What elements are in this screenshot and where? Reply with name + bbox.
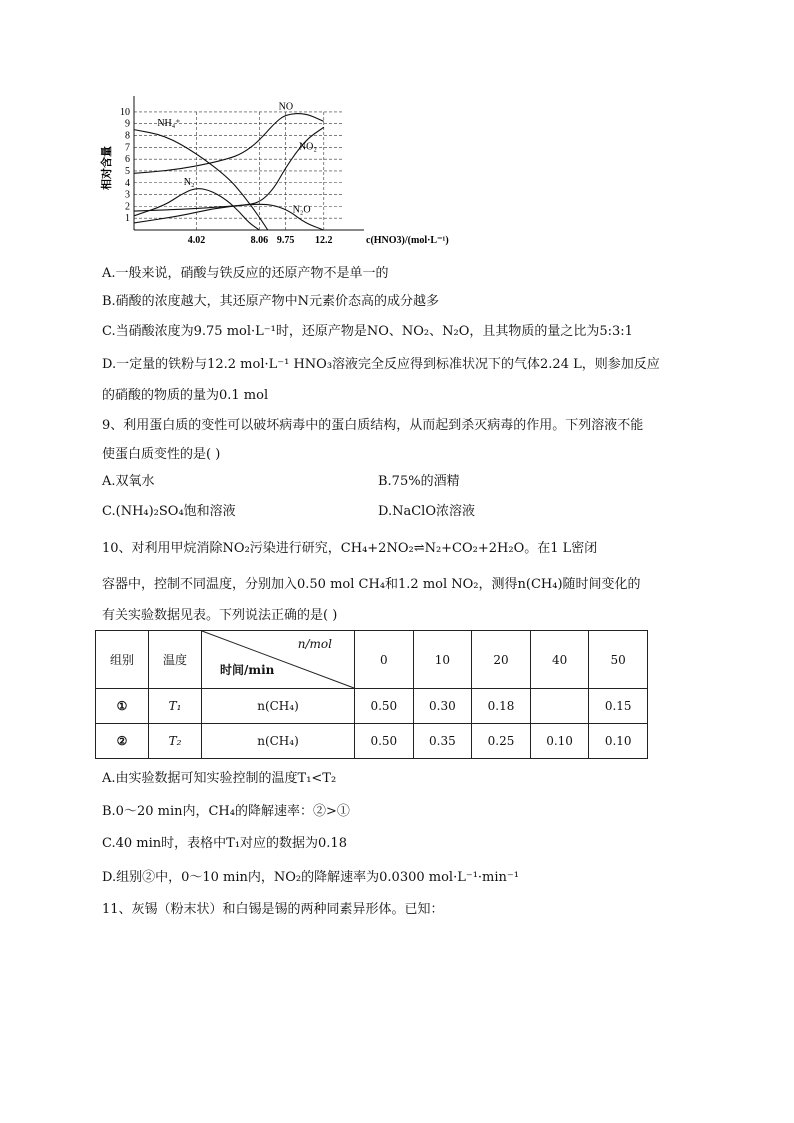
q11-stem: 11、灰锡（粉末状）和白锡是锡的两种同素异形体。已知： bbox=[102, 902, 444, 917]
q8-option-b: B.硝酸的浓度越大，其还原产物中N元素价态高的成分越多 bbox=[102, 294, 440, 309]
q10-stem-line3: 有关实验数据见表。下列说法正确的是( ) bbox=[102, 608, 338, 623]
q9-option-b: B.75%的酒精 bbox=[378, 474, 460, 489]
y-tick-label: 4 bbox=[125, 177, 130, 189]
header-time-50: 50 bbox=[589, 631, 648, 689]
y-tick-label: 3 bbox=[125, 189, 130, 201]
q8-option-d-line2: 的硝酸的物质的量为0.1 mol bbox=[102, 388, 269, 403]
y-tick-label: 5 bbox=[125, 165, 130, 177]
y-tick-label: 10 bbox=[120, 106, 130, 118]
y-tick-label: 6 bbox=[125, 154, 130, 166]
header-diagonal-cell bbox=[202, 631, 355, 689]
q8-option-a: A.一般来说，硝酸与铁反应的还原产物不是单一的 bbox=[102, 266, 389, 281]
row1-temp: T₁ bbox=[149, 689, 202, 724]
row1-v50: 0.15 bbox=[589, 689, 648, 724]
y-tick-label: 9 bbox=[125, 118, 130, 130]
x-tick-label: 4.02 bbox=[187, 235, 206, 246]
header-time-40: 40 bbox=[530, 631, 589, 689]
q10-option-b: B.0～20 min内，CH₄的降解速率：②>① bbox=[102, 804, 350, 819]
series-label-no: NO bbox=[278, 101, 294, 113]
q9-option-c: C.(NH₄)₂SO₄饱和溶液 bbox=[102, 504, 236, 519]
q8-option-d-line1: D.一定量的铁粉与12.2 mol·L⁻¹ HNO₃溶液完全反应得到标准状况下的气体2.24 L，则参加反应 bbox=[102, 357, 660, 372]
row2-v50: 0.10 bbox=[589, 724, 648, 759]
q9-option-a: A.双氧水 bbox=[102, 474, 155, 489]
header-time-10: 10 bbox=[413, 631, 472, 689]
series-label-n2o: N₂O bbox=[292, 204, 311, 216]
header-diag-bottom: 时间/min bbox=[220, 663, 275, 677]
x-axis-label: c(HNO3)/(mol·L⁻¹) bbox=[366, 235, 449, 246]
header-time-20: 20 bbox=[472, 631, 531, 689]
row1-v10: 0.30 bbox=[413, 689, 472, 724]
row1-v40 bbox=[530, 689, 589, 724]
q10-stem-line1: 10、对利用甲烷消除NO₂污染进行研究，CH₄+2NO₂⇌N₂+CO₂+2H₂O。在1 L密闭 bbox=[102, 541, 598, 556]
row2-quantity: n(CH₄) bbox=[202, 724, 355, 759]
header-time-0: 0 bbox=[355, 631, 414, 689]
q10-stem-line2: 容器中，控制不同温度，分别加入0.50 mol CH₄和1.2 mol NO₂，测得n(CH₄)随时间变化的 bbox=[102, 577, 641, 592]
y-tick-label: 8 bbox=[125, 130, 130, 142]
row1-v20: 0.18 bbox=[472, 689, 531, 724]
y-tick-label: 2 bbox=[125, 201, 130, 213]
row1-group: ① bbox=[96, 689, 149, 724]
row2-v40: 0.10 bbox=[530, 724, 589, 759]
series-label-n2: N₂ bbox=[183, 177, 195, 189]
header-group: 组别 bbox=[96, 631, 149, 689]
q8-option-c: C.当硝酸浓度为9.75 mol·L⁻¹时，还原产物是NO、NO₂、N₂O，且其物质的量之比为5:3:1 bbox=[102, 324, 633, 339]
row1-quantity: n(CH₄) bbox=[202, 689, 355, 724]
y-tick-label: 1 bbox=[125, 213, 130, 225]
x-tick-label: 12.2 bbox=[315, 235, 333, 246]
table-row bbox=[96, 689, 648, 724]
q10-data-table bbox=[95, 630, 648, 759]
header-temp: 温度 bbox=[149, 631, 202, 689]
table-row bbox=[96, 724, 648, 759]
row1-v0: 0.50 bbox=[355, 689, 414, 724]
hno3-reduction-chart bbox=[100, 94, 449, 254]
q10-option-c: C.40 min时，表格中T₁对应的数据为0.18 bbox=[102, 836, 347, 851]
chart-canvas bbox=[100, 94, 449, 254]
q9-stem-line2: 使蛋白质变性的是( ) bbox=[102, 447, 221, 462]
x-tick-label: 9.75 bbox=[276, 235, 295, 246]
series-line-no2 bbox=[134, 127, 324, 211]
row2-temp: T₂ bbox=[149, 724, 202, 759]
q9-option-d: D.NaClO浓溶液 bbox=[378, 504, 475, 519]
q9-stem-line1: 9、利用蛋白质的变性可以破坏病毒中的蛋白质结构，从而起到杀灭病毒的作用。下列溶液不能 bbox=[102, 418, 644, 433]
table-header-row bbox=[96, 631, 648, 689]
q10-option-d: D.组别②中，0～10 min内，NO₂的降解速率为0.0300 mol·L⁻¹·min⁻¹ bbox=[102, 870, 519, 885]
row2-group: ② bbox=[96, 724, 149, 759]
row2-v0: 0.50 bbox=[355, 724, 414, 759]
x-tick-label: 8.06 bbox=[250, 235, 269, 246]
y-tick-label: 7 bbox=[125, 142, 130, 154]
q10-option-a: A.由实验数据可知实验控制的温度T₁<T₂ bbox=[102, 771, 337, 786]
row2-v20: 0.25 bbox=[472, 724, 531, 759]
series-line-nh4+ bbox=[134, 130, 268, 230]
row2-v10: 0.35 bbox=[413, 724, 472, 759]
header-diag-top: n/mol bbox=[297, 637, 332, 651]
series-label-nh4: NH₄⁺ bbox=[157, 118, 181, 130]
series-label-no2: NO₂ bbox=[298, 141, 317, 153]
y-axis-label: 相对含量 bbox=[100, 146, 113, 190]
